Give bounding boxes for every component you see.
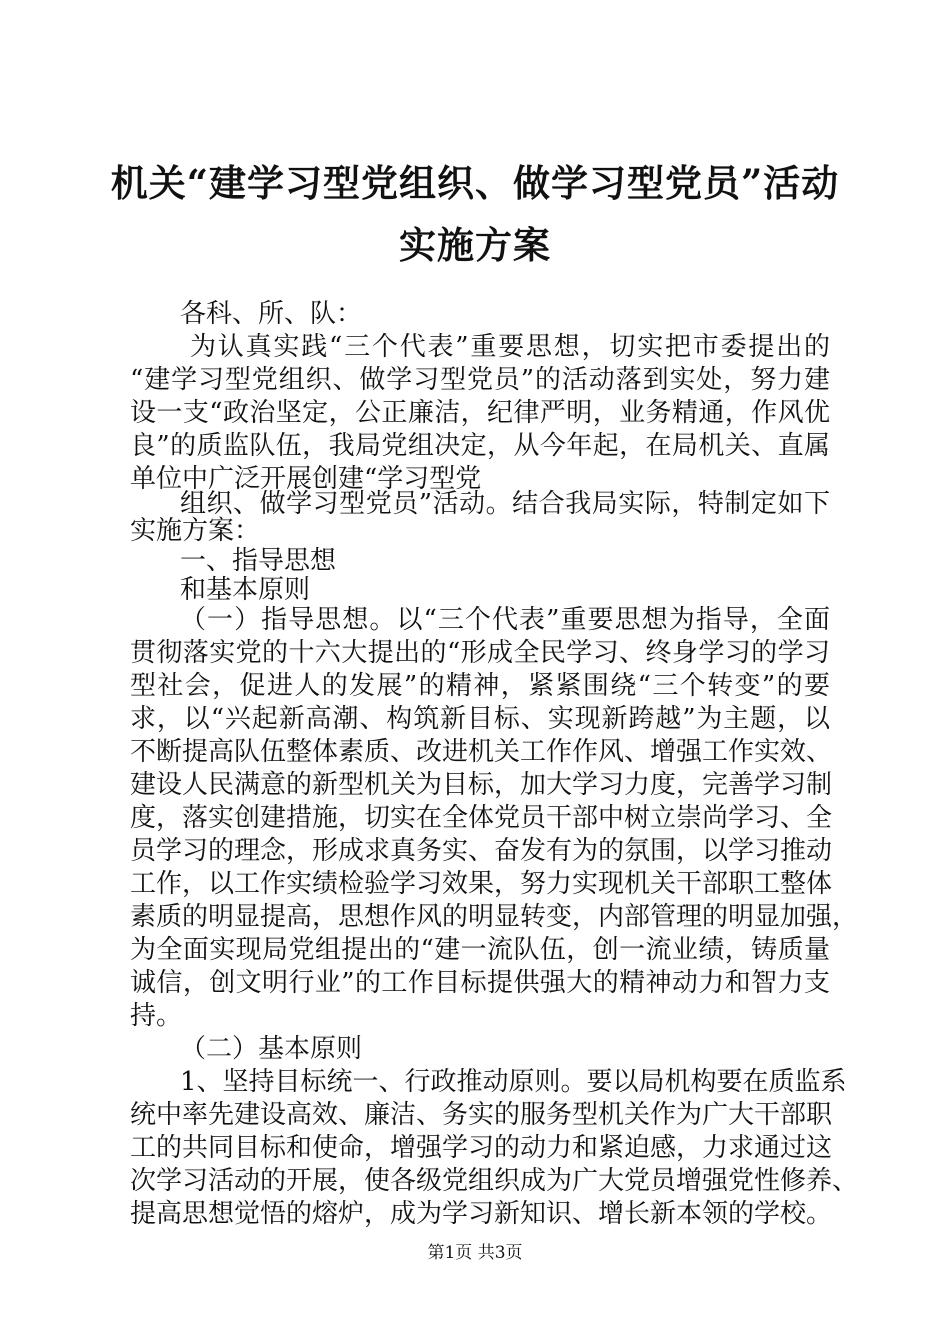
paragraph-line: 单位中广泛开展创建“学习型党 — [130, 464, 482, 494]
section-heading: （二）基本原则 — [180, 1034, 363, 1064]
paragraph-line: 诚信，创文明行业”的工作目标提供强大的精神动力和智力支 — [130, 968, 830, 998]
paragraph-line: 实施方案： — [130, 516, 261, 546]
section-heading: 和基本原则 — [180, 575, 311, 605]
paragraph-line: （一）指导思想。以“三个代表”重要思想为指导，全面 — [180, 605, 830, 635]
paragraph-line: 型社会，促进人的发展”的精神，紧紧围绕“三个转变”的要 — [130, 671, 830, 701]
paragraph-line: 为认真实践“三个代表”重要思想，切实把市委提出的 — [190, 332, 830, 362]
paragraph-line: 建设人民满意的新型机关为目标，加大学习力度，完善学习制 — [130, 770, 833, 800]
paragraph-line: 持。 — [130, 1001, 183, 1031]
paragraph-line: 次学习活动的开展，使各级党组织成为广大党员增强党性修养、 — [130, 1166, 859, 1196]
paragraph-line: “建学习型党组织、做学习型党员”的活动落到实处，努力建 — [130, 365, 830, 395]
paragraph-line: 良”的质监队伍，我局党组决定，从今年起，在局机关、直属 — [130, 431, 830, 461]
paragraph-line: 素质的明显提高，思想作风的明显转变，内部管理的明显加强， — [130, 902, 859, 932]
page-number-footer: 第1页 共3页 — [427, 1243, 523, 1263]
paragraph-line: 设一支“政治坚定，公正廉洁，纪律严明，业务精通，作风优 — [130, 398, 830, 428]
paragraph-line: 不断提高队伍整体素质、改进机关工作作风、增强工作实效、 — [130, 737, 833, 767]
section-heading: 一、指导思想 — [180, 546, 337, 576]
paragraph-line: 求，以“兴起新高潮、构筑新目标、实现新跨越”为主题，以 — [130, 704, 830, 734]
paragraph-line: 度，落实创建措施，切实在全体党员干部中树立崇尚学习、全 — [130, 803, 833, 833]
paragraph-line: 员学习的理念，形成求真务实、奋发有为的氛围，以学习推动 — [130, 836, 833, 866]
paragraph-line: 为全面实现局党组提出的“建一流队伍，创一流业绩，铸质量 — [130, 935, 830, 965]
paragraph-line: 组织、做学习型党员”活动。结合我局实际，特制定如下 — [180, 489, 830, 519]
paragraph-line: 提高思想觉悟的熔炉，成为学习新知识、增长新本领的学校。 — [130, 1199, 833, 1229]
document-title-line-1: 机关“建学习型党组织、做学习型党员”活动 — [110, 161, 840, 205]
paragraph-line: 工作，以工作实绩检验学习效果，努力实现机关干部职工整体 — [130, 869, 833, 899]
paragraph-line: 1、坚持目标统一、行政推动原则。要以局机构要在质监系 — [180, 1067, 847, 1097]
paragraph-line: 工的共同目标和使命，增强学习的动力和紧迫感，力求通过这 — [130, 1133, 833, 1163]
paragraph-line: 贯彻落实党的十六大提出的“形成全民学习、终身学习的学习 — [130, 638, 830, 668]
salutation: 各科、所、队： — [180, 299, 363, 329]
document-title-line-2: 实施方案 — [399, 223, 551, 267]
paragraph-line: 统中率先建设高效、廉洁、务实的服务型机关作为广大干部职 — [130, 1100, 833, 1130]
